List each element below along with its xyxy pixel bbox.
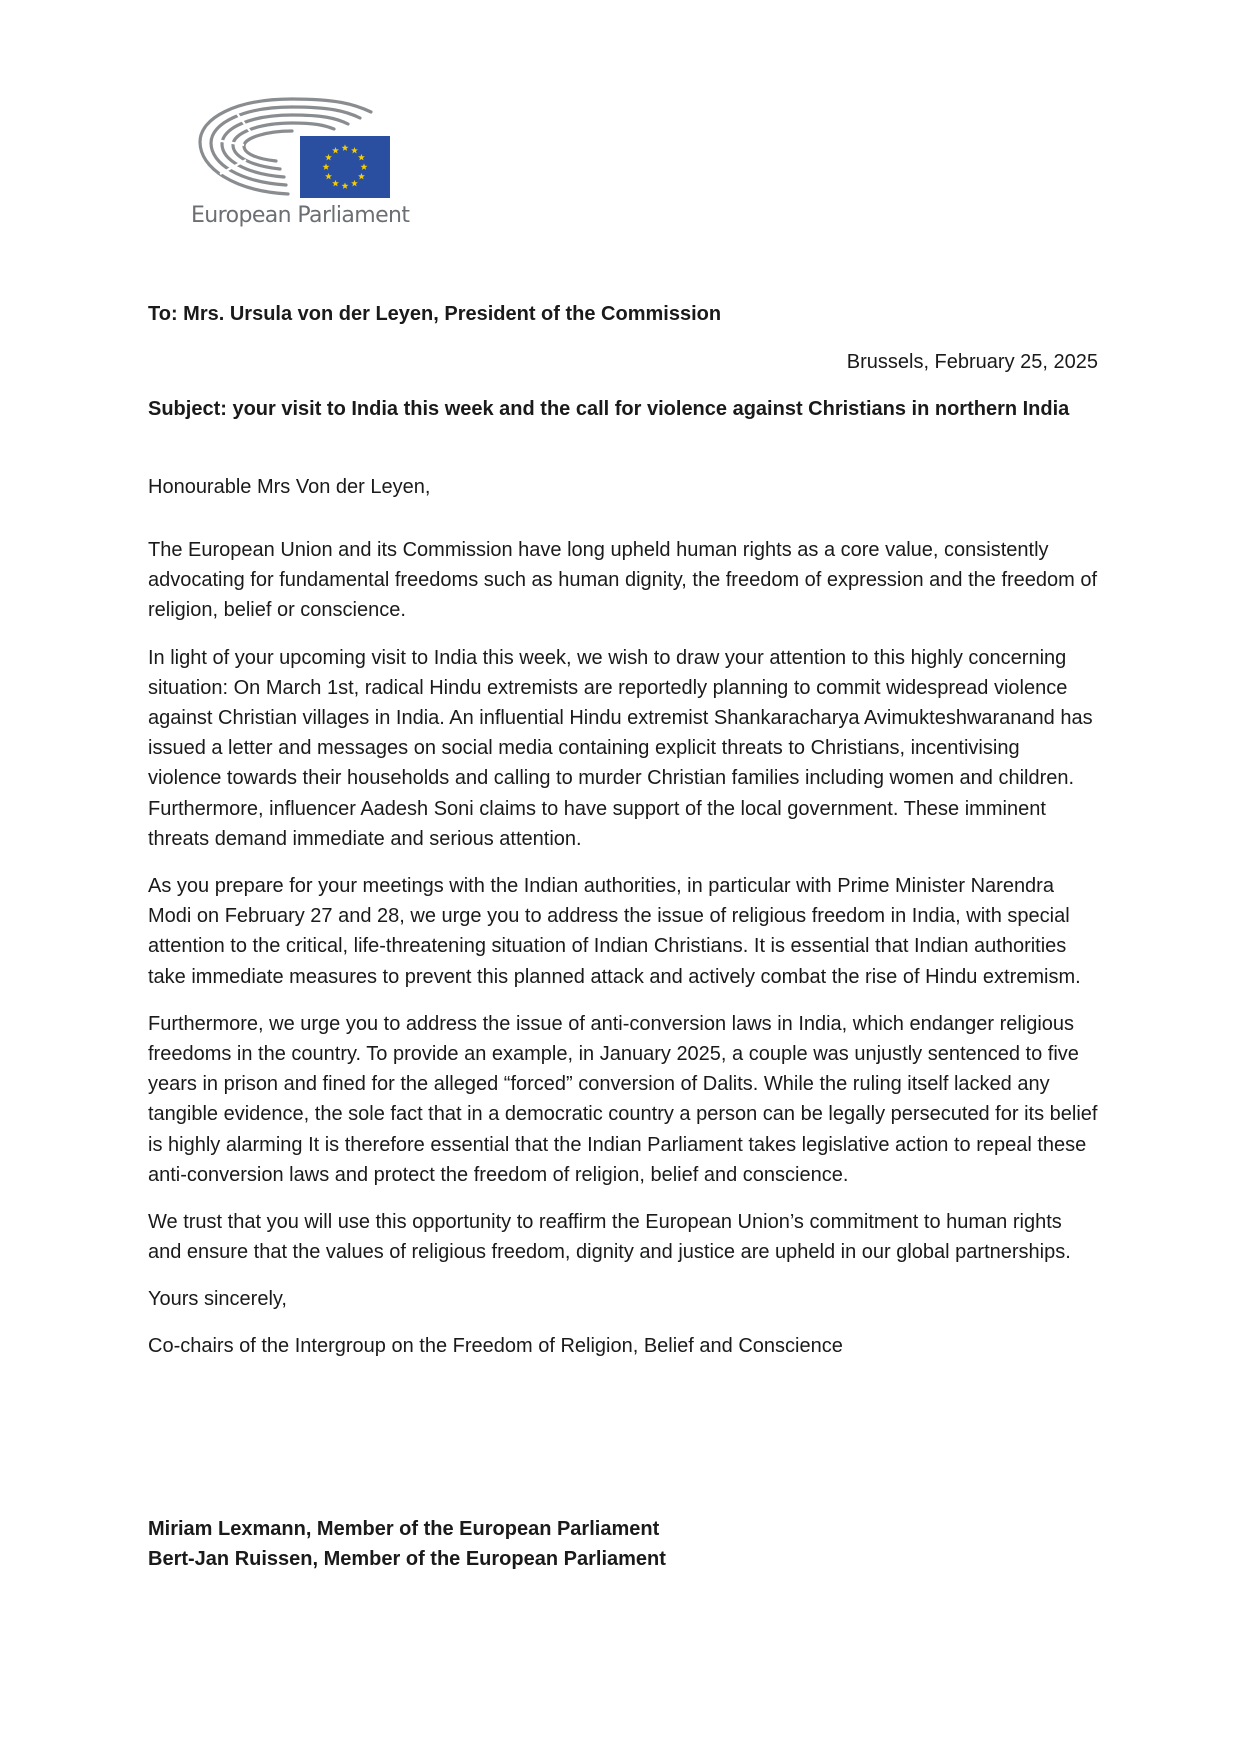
paragraph-3: As you prepare for your meetings with the Indian authorities, in particular with Prime Minister Narendra Modi on February 27 and 28, we urge you to address the issue of religious freedom in India, with special attention to the critical, life-threatening situation of Indian Christians. It is essential that Indian authorities take immediate measures to prevent this planned attack and actively combat the rise of Hindu extremism. xyxy=(148,875,1081,988)
hemicycle-icon xyxy=(196,92,396,202)
closing: Yours sincerely, xyxy=(148,1288,287,1311)
paragraph-1: The European Union and its Commission have long upheld human rights as a core value, consistently advocating for fundamental freedoms such as human dignity, the freedom of expression and the freedom of religion, belief or conscience. xyxy=(148,539,1098,622)
paragraph-2: In light of your upcoming visit to India this week, we wish to draw your attention to this highly concerning situation: On March 1st, radical Hindu extremists are reportedly planning to commit widespread violence against Christian villages in India. An influential Hindu extremist Shankaracharya Avimukteshwaranand has issued a letter and messages on social media containing explicit threats to Christians, incentivising violence towards their households and calling to murder Christian families including women and children. Furthermore, influencer Aadesh Soni claims to have support of the local government. These imminent threats demand immediate and serious attention. xyxy=(148,646,1093,850)
subject-line: Subject: your visit to India this week and the call for violence against Christians in northern India xyxy=(148,398,1070,420)
signatures xyxy=(148,1514,666,1574)
paragraph-5: We trust that you will use this opportunity to reaffirm the European Union’s commitment to human rights and ensure that the values of religious freedom, dignity and justice are upheld in our global partnerships. xyxy=(148,1211,1071,1264)
signatory-2: Bert-Jan Ruissen, Member of the European Parliament xyxy=(148,1548,666,1570)
salutation: Honourable Mrs Von der Leyen, xyxy=(148,476,431,498)
letter-body xyxy=(148,535,1098,1378)
place-date-line: Brussels, February 25, 2025 xyxy=(846,351,1098,373)
logo-text: European Parliament xyxy=(191,203,410,228)
paragraph-4: Furthermore, we urge you to address the issue of anti-conversion laws in India, which endanger religious freedoms in the country. To provide an example, in January 2025, a couple was unjustly sentenced to five years in prison and fined for the alleged “forced” conversion of Dalits. While the ruling itself lacked any tangible evidence, the sole fact that in a democratic country a person can be legally persecuted for its belief is highly alarming It is therefore essential that the Indian Parliament takes legislative action to repeal these anti-conversion laws and protect the freedom of religion, belief and conscience. xyxy=(148,1012,1098,1186)
signatory-1: Miriam Lexmann, Member of the European Parliament xyxy=(148,1518,660,1540)
sender-group: Co-chairs of the Intergroup on the Freedom of Religion, Belief and Conscience xyxy=(148,1335,843,1358)
recipient-line: To: Mrs. Ursula von der Leyen, President of the Commission xyxy=(148,303,722,325)
